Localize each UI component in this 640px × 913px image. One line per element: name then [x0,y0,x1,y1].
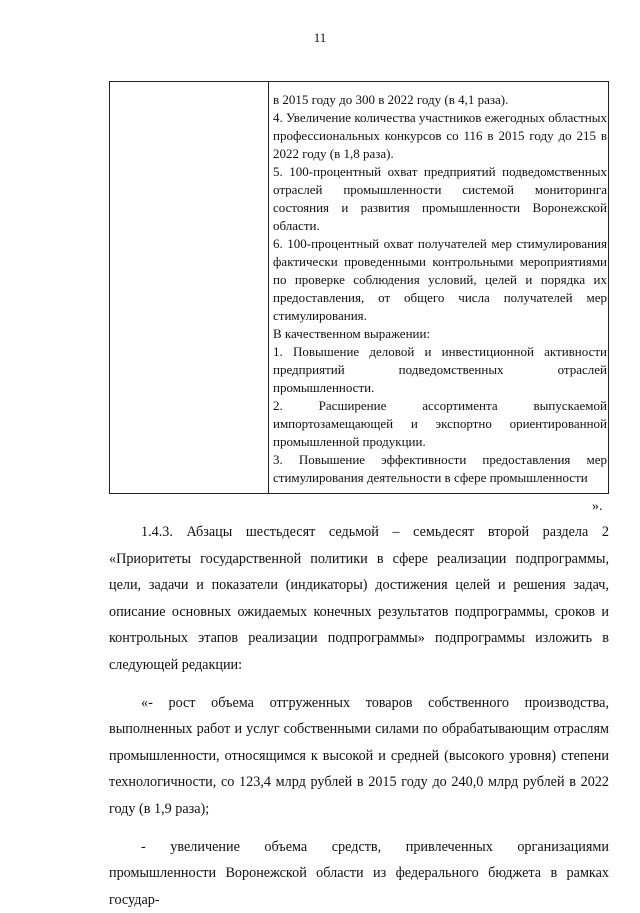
cell-line: 2. Расширение ассортимента выпускаемой импортозамещающей и экспортно ориентированной промышленной продукции. [273,398,607,449]
cell-line: 3. Повышение эффективности предоставления мер стимулирования деятельности в сфере промышленности [273,452,607,485]
indicators-table [109,81,609,494]
page-number: 11 [313,30,327,45]
cell-line: 1. Повышение деловой и инвестиционной активности предприятий подведомственных отраслей промышленности. [273,344,607,395]
body-text [109,519,609,913]
cell-line: 6. 100-процентный охват получателей мер стимулирования фактически проведенными контрольными мероприятиями по проверке соблюдения условий, целей и порядка их предоставления, от общего числа получателей мер стимулирования. [273,236,607,323]
paragraph-bullet-2: - увеличение объема средств, привлеченных организациями промышленности Воронежской области из федерального бюджета в рамках государ- [109,838,609,908]
cell-line: 4. Увеличение количества участников ежегодных областных профессиональных конкурсов со 116 в 2015 году до 215 в 2022 году (в 1,8 раза). [273,110,607,161]
cell-line: 5. 100-процентный охват предприятий подведомственных отраслей промышленности системой мониторинга состояния и развития промышленности Воронежской области. [273,164,607,233]
cell-line: в 2015 году до 300 в 2022 году (в 4,1 раза). [273,92,509,107]
table-column-divider [268,82,269,493]
cell-line: В качественном выражении: [273,326,431,341]
table-right-cell [273,91,607,487]
paragraph-amendment: 1.4.3. Абзацы шестьдесят седьмой – семьдесят второй раздела 2 «Приоритеты государственной политики в сфере реализации подпрограммы, цели, задачи и показатели (индикаторы) достижения целей и решения задач, описание основных ожидаемых конечных результатов подпрограммы, сроков и контрольных этапов реализации подпрограммы» подпрограммы изложить в следующей редакции: [109,524,609,673]
paragraph-bullet-1: «- рост объема отгруженных товаров собственного производства, выполненных работ и услуг собственными силами по обрабатывающим отраслям промышленности, относящимся к высокой и средней (высокого уровня) степени технологичности, со 123,4 млрд рублей в 2015 году до 240,0 млрд рублей в 2022 году (в 1,9 раза); [109,694,609,817]
closing-quote: ». [592,499,603,514]
